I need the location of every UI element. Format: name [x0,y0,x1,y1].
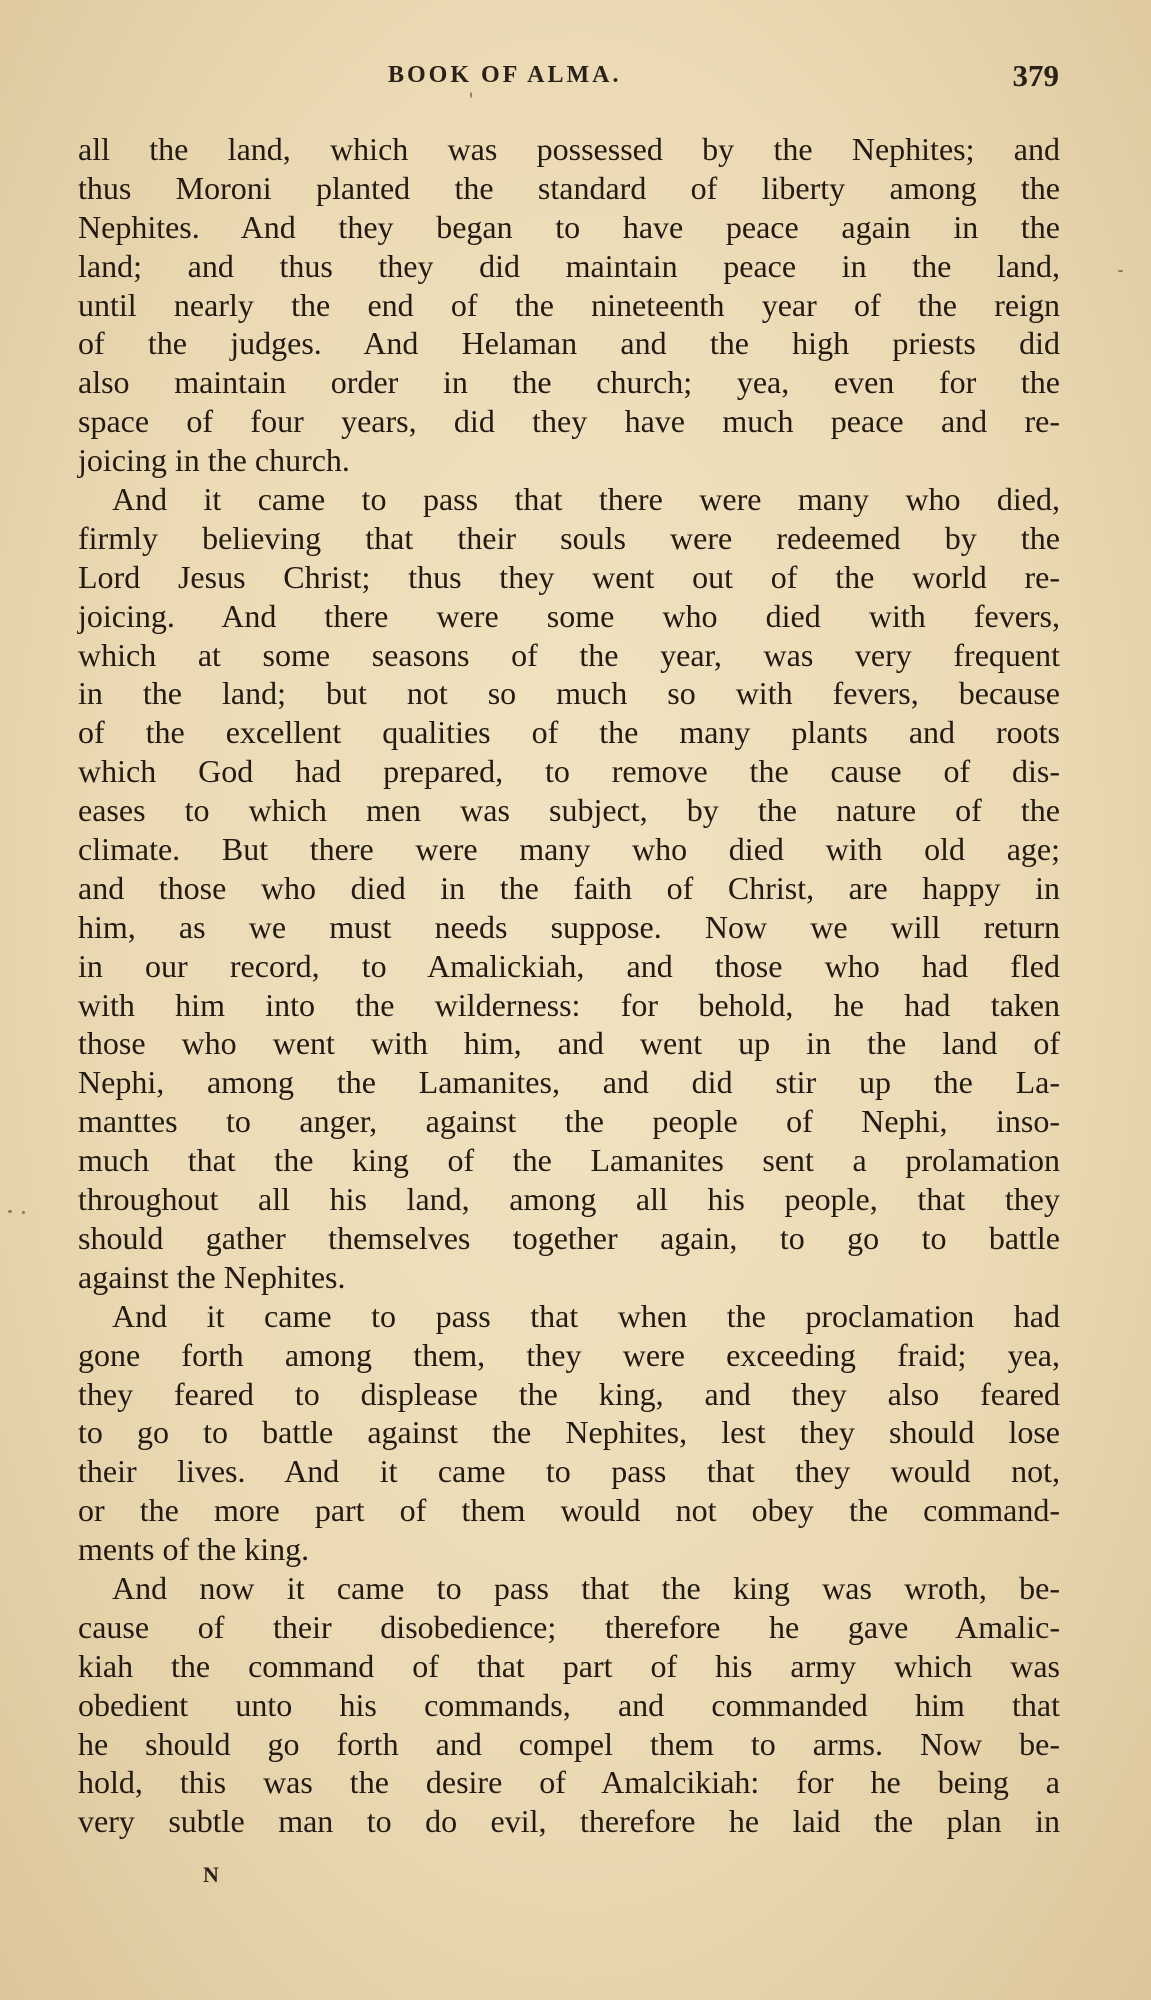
text-line: climate. But there were many who died with old age; [78,831,1060,868]
text-line: which at some seasons of the year, was very frequent [78,636,1060,673]
text-line: And it came to pass that there were many who died, [112,481,1060,518]
text-line: and those who died in the faith of Christ, are happy in [78,869,1060,906]
text-line: all the land, which was possessed by the Nephites; and [78,131,1060,167]
text-line: against the Nephites. [78,1258,346,1295]
text-line: gone forth among them, they were exceeding fraid; yea, [78,1336,1060,1373]
text-line: he should go forth and compel them to arms. Now be- [78,1725,1060,1762]
text-line: hold, this was the desire of Amalcikiah: for he being a [78,1764,1060,1801]
text-line: they feared to displease the king, and they also feared [78,1375,1060,1412]
text-line: much that the king of the Lamanites sent a prolamation [78,1142,1060,1179]
text-line: with him into the wilderness: for behold, he had taken [78,986,1060,1023]
text-line: Nephites. And they began to have peace again in the [78,208,1060,245]
text-line: of the judges. And Helaman and the high priests did [78,325,1060,362]
text-line: Nephi, among the Lamanites, and did stir up the La- [78,1064,1060,1101]
text-line: very subtle man to do evil, therefore he laid the plan in [78,1803,1060,1840]
paper-speck [470,92,472,98]
text-line: or the more part of them would not obey the command- [78,1492,1060,1529]
paragraph [78,1297,1060,1569]
text-line: ments of the king. [78,1531,310,1568]
text-line: him, as we must needs suppose. Now we will return [78,908,1060,945]
running-title: BOOK OF ALMA. [388,62,622,88]
text-line: in the land; but not so much so with fevers, because [78,675,1060,712]
paper-speck [1118,270,1123,272]
text-line: joicing. And there were some who died with fevers, [78,597,1060,634]
text-line: of the excellent qualities of the many plants and roots [78,714,1060,751]
text-line: throughout all his land, among all his people, that they [78,1181,1060,1218]
text-line: joicing in the church. [78,442,350,479]
paragraph [78,480,1060,1297]
running-head [0,58,1151,98]
text-line: And it came to pass that when the proclamation had [112,1297,1060,1334]
paragraph [78,1569,1060,1841]
text-line: in our record, to Amalickiah, and those who had fled [78,947,1060,984]
text-line: thus Moroni planted the standard of liberty among the [78,169,1060,206]
text-line: land; and thus they did maintain peace in the land, [78,247,1060,284]
text-line: those who went with him, and went up in the land of [78,1025,1060,1062]
text-line: And now it came to pass that the king was wroth, be- [112,1569,1060,1606]
text-line: until nearly the end of the nineteenth year of the reign [78,286,1060,323]
body-text [78,130,1060,1841]
page-number: 379 [1012,58,1059,93]
paper-speck [8,1210,12,1213]
text-line: cause of their disobedience; therefore he gave Amalic- [78,1608,1060,1645]
text-line: their lives. And it came to pass that they would not, [78,1453,1060,1490]
paragraph [78,130,1060,480]
text-line: should gather themselves together again, to go to battle [78,1219,1060,1256]
text-line: eases to which men was subject, by the nature of the [78,792,1060,829]
text-line: kiah the command of that part of his army which was [78,1647,1060,1684]
text-line: also maintain order in the church; yea, even for the [78,364,1060,401]
text-line: firmly believing that their souls were redeemed by the [78,519,1060,556]
text-line: to go to battle against the Nephites, lest they should lose [78,1414,1060,1451]
paper-speck [22,1211,25,1214]
signature-mark: N [203,1862,220,1887]
text-line: which God had prepared, to remove the cause of dis- [78,753,1060,790]
text-line: Lord Jesus Christ; thus they went out of the world re- [78,558,1060,595]
text-line: manttes to anger, against the people of Nephi, inso- [78,1103,1060,1140]
text-line: obedient unto his commands, and commanded him that [78,1686,1060,1723]
text-line: space of four years, did they have much peace and re- [78,403,1060,440]
